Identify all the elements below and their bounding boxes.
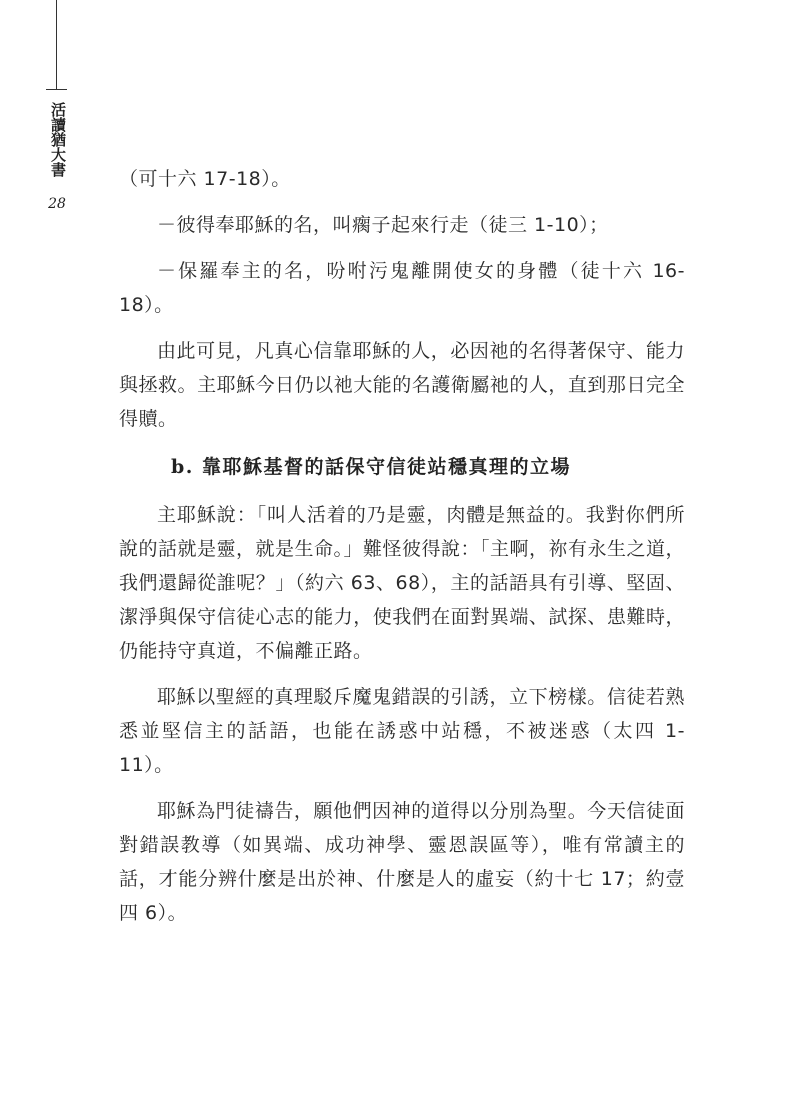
paragraph-prayer: 耶穌為門徒禱告，願他們因神的道得以分別為聖。今天信徒面對錯誤教導（如異端、成功神學、靈恩誤區等），唯有常讀主的話，才能分辨什麼是出於神、什麼是人的虛妄（約十七 17；約壹四 6）。 — [119, 800, 685, 924]
page-body — [119, 162, 685, 930]
margin-tick — [46, 89, 67, 90]
paragraph-peter-example: －彼得奉耶穌的名，叫瘸子起來行走（徒三 1-10）； — [157, 214, 609, 236]
page-number: 28 — [48, 196, 66, 212]
margin-rule — [56, 0, 57, 90]
section-heading: b. 靠耶穌基督的話保守信徒站穩真理的立場 — [171, 456, 572, 478]
paragraph-paul-example: －保羅奉主的名，吩咐污鬼離開使女的身體（徒十六 16-18）。 — [119, 260, 685, 316]
paragraph-temptation: 耶穌以聖經的真理駁斥魔鬼錯誤的引誘，立下榜樣。信徒若熟悉並堅信主的話語，也能在誘惑中站穩，不被迷惑（太四 1-11）。 — [119, 686, 685, 776]
paragraph-word-is-spirit: 主耶穌說：「叫人活着的乃是靈，肉體是無益的。我對你們所說的話就是靈，就是生命。」難怪彼得說：「主啊，祢有永生之道，我們還歸從誰呢？」（約六 63、68），主的話語具有引導、堅固、潔淨與保守信徒心志的能力，使我們在面對異端、試探、患難時，仍能持守真道，不偏離正路。 — [119, 504, 686, 662]
running-head: 活讀猶大書 — [49, 102, 67, 177]
paragraph-conclusion: 由此可見，凡真心信靠耶穌的人，必因祂的名得著保守、能力與拯救。主耶穌今日仍以祂大能的名護衛屬祂的人，直到那日完全得贖。 — [119, 340, 685, 430]
paragraph-continuation: （可十六 17-18）。 — [119, 168, 291, 190]
